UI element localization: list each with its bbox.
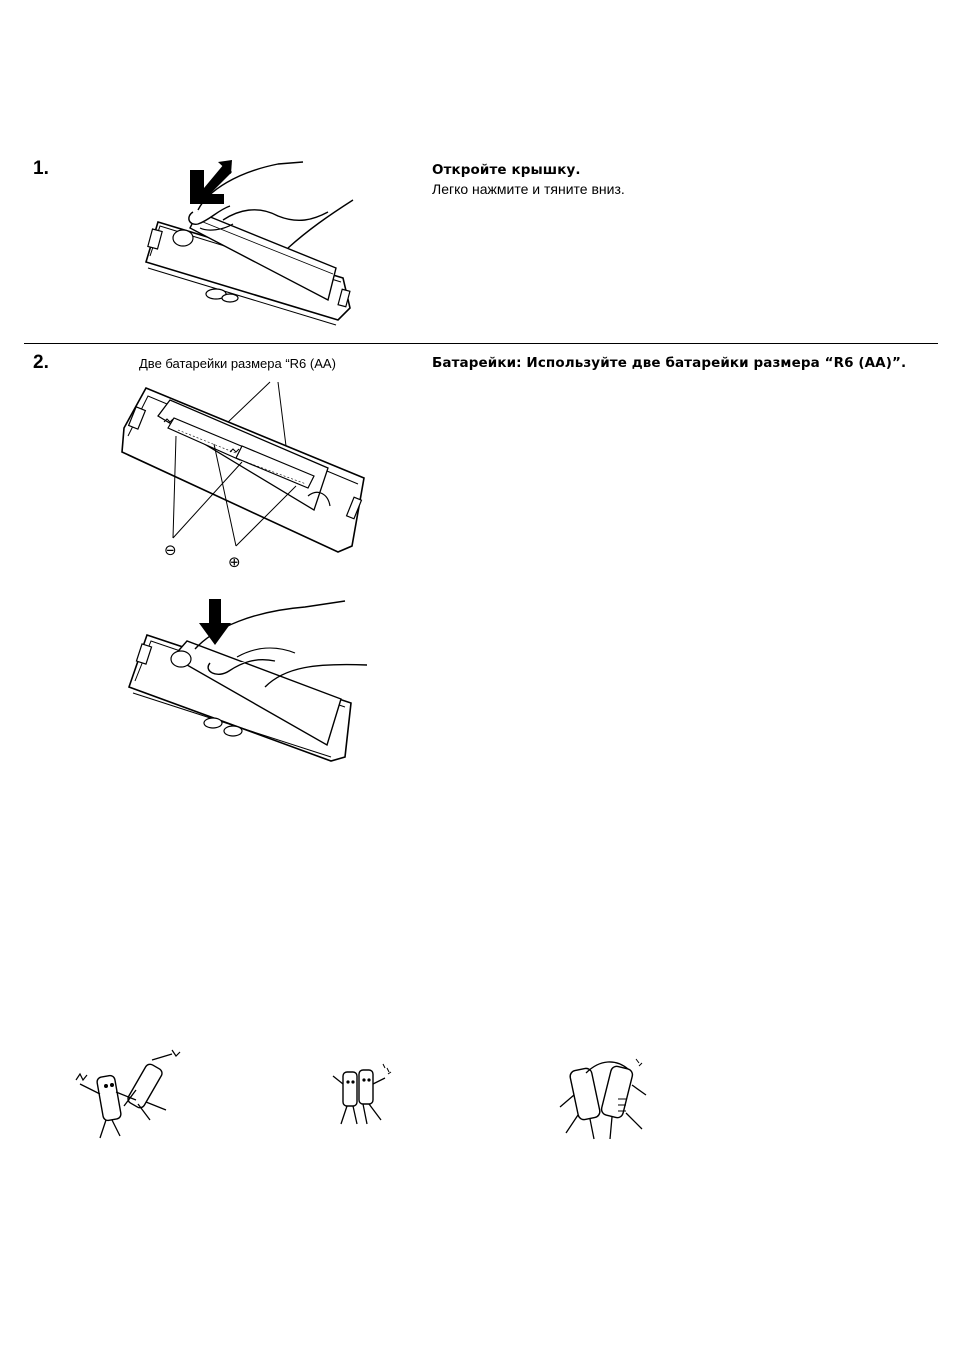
step-1-text: Легко нажмите и тяните вниз. xyxy=(432,181,625,197)
step-1-title: Откройте крышку. xyxy=(432,162,581,178)
batteries-fighting-illustration xyxy=(76,1050,186,1145)
step-2-title: Батарейки: Используйте две батарейки размера “R6 (AA)”. xyxy=(432,355,907,371)
step-2-number: 2. xyxy=(33,352,49,373)
plus-symbol: ⊕ xyxy=(228,553,241,571)
section-divider xyxy=(24,343,938,344)
batteries-dancing-illustration xyxy=(327,1062,397,1132)
minus-symbol: ⊖ xyxy=(164,541,177,559)
battery-size-caption: Две батарейки размера “R6 (AA) xyxy=(139,356,336,371)
open-cover-illustration xyxy=(138,150,363,330)
battery-compartment-illustration xyxy=(118,378,368,568)
close-cover-illustration xyxy=(125,597,370,762)
step-1-number: 1. xyxy=(33,158,49,179)
batteries-hugging-illustration xyxy=(556,1055,651,1145)
